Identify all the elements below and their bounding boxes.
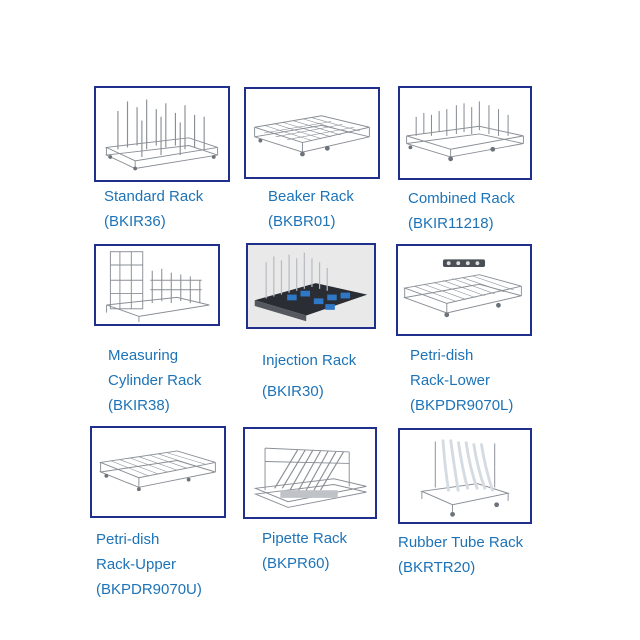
- product-code: (BKIR36): [104, 213, 166, 230]
- beaker-rack-caption: [268, 184, 354, 234]
- combined-rack-photo-icon: [400, 88, 530, 178]
- combined-rack-image[interactable]: [398, 86, 532, 180]
- product-code: (BKPDR9070L): [410, 397, 514, 414]
- beaker-rack-photo-icon: [246, 89, 378, 177]
- standard-rack-caption: [104, 184, 203, 234]
- petri-dish-rack-upper-caption: [96, 527, 202, 602]
- product-name: Pipette Rack: [262, 530, 348, 547]
- product-name: Beaker Rack: [268, 188, 354, 205]
- measuring-cylinder-rack-caption: [108, 343, 201, 418]
- pipette-rack-photo-icon: [245, 429, 375, 517]
- product-name-line1: Petri-dish: [96, 531, 160, 548]
- product-code: (BKIR38): [108, 397, 170, 414]
- product-code: (BKIR30): [262, 383, 324, 400]
- standard-rack-image[interactable]: [94, 86, 230, 182]
- petri-dish-rack-upper-photo-icon: [92, 428, 224, 516]
- petri-dish-rack-lower-image[interactable]: [396, 244, 532, 336]
- beaker-rack-image[interactable]: [244, 87, 380, 179]
- rubber-tube-rack-image[interactable]: [398, 428, 532, 524]
- product-name-line2: Rack-Upper: [96, 556, 177, 573]
- injection-rack-image[interactable]: [246, 243, 376, 329]
- product-name: Standard Rack: [104, 188, 204, 205]
- product-name-line2: Cylinder Rack: [108, 372, 202, 389]
- product-code: (BKPDR9070U): [96, 581, 202, 598]
- standard-rack-photo-icon: [96, 88, 228, 180]
- pipette-rack-image[interactable]: [243, 427, 377, 519]
- product-name-line2: Rack-Lower: [410, 372, 491, 389]
- measuring-cylinder-rack-image[interactable]: [94, 244, 220, 326]
- product-code: (BKPR60): [262, 555, 330, 572]
- combined-rack-caption: [408, 186, 515, 236]
- product-name-line1: Measuring: [108, 347, 179, 364]
- petri-dish-rack-lower-photo-icon: [398, 246, 530, 334]
- pipette-rack-caption: [262, 526, 347, 576]
- rubber-tube-rack-photo-icon: [400, 430, 530, 522]
- product-name: Injection Rack: [262, 352, 357, 369]
- injection-rack-photo-icon: [248, 245, 374, 327]
- product-code: (BKIR11218): [408, 215, 494, 232]
- petri-dish-rack-lower-caption: [410, 343, 513, 418]
- rubber-tube-rack-caption: [398, 530, 523, 580]
- product-code: (BKRTR20): [398, 559, 476, 576]
- product-name-line1: Petri-dish: [410, 347, 474, 364]
- measuring-cylinder-rack-photo-icon: [96, 246, 218, 324]
- product-name: Rubber Tube Rack: [398, 534, 524, 551]
- product-name: Combined Rack: [408, 190, 515, 207]
- injection-rack-caption: [262, 345, 356, 407]
- product-code: (BKBR01): [268, 213, 336, 230]
- petri-dish-rack-upper-image[interactable]: [90, 426, 226, 518]
